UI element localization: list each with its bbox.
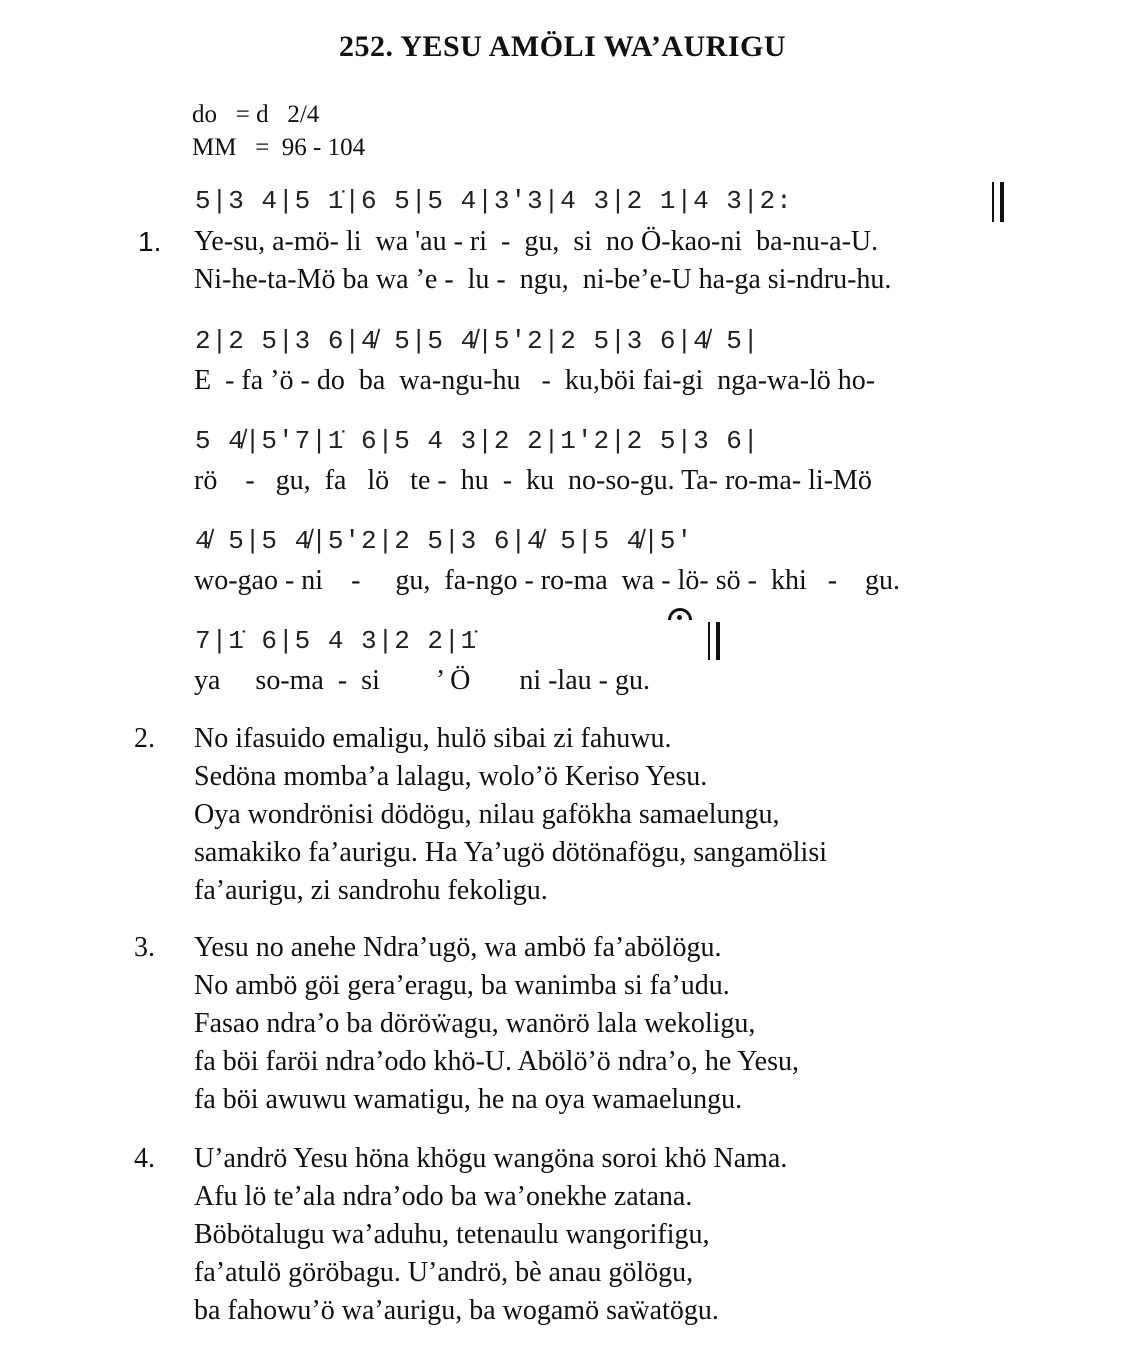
verse-number: 4. [134,1143,155,1174]
lyric-line: E - fa ’ö - do ba wa-ngu-hu - ku,böi fai-gi nga-wa-lö ho- [194,365,876,396]
verse-number: 3. [134,932,155,963]
notation-line-4: 4̸ 5|5 4̸|5'2|2 5|3 6|4̸ 5|5 4̸|5' [195,526,694,556]
notation-line-2: 2|2 5|3 6|4̸ 5|5 4̸|5'2|2 5|3 6|4̸ 5| [195,326,760,356]
lyric-line: ya so-ma - si ’ Ö ni -lau - gu. [194,665,650,696]
fermata-icon [668,608,692,620]
notation-line-1: 5|3 4|5 1̇|6 5|5 4|3'3|4 3|2 1|4 3|2: [195,186,793,216]
notation-line-5: 7|1̇ 6|5 4 3|2 2|1̇ [195,626,478,656]
key-signature: do = d 2/4 [192,101,320,128]
verse-line: fa’aurigu, zi sandrohu fekoligu. [194,875,548,906]
tempo-marking: MM = 96 - 104 [192,134,366,161]
verse-number: 1. [138,226,162,257]
verse-line: ba fahowu’ö wa’aurigu, ba wogamö saẅatögu. [194,1295,719,1326]
verse-line: No ifasuido emaligu, hulö sibai zi fahuwu. [194,723,672,754]
verse-line: Oya wondrönisi dödögu, nilau gafökha samaelungu, [194,799,780,830]
lyric-line: Ni-he-ta-Mö ba wa ’e - lu - ngu, ni-be’e-U ha-ga si-ndru-hu. [194,264,892,295]
verse-number: 2. [134,723,155,754]
verse-line: fa böi awuwu wamatigu, he na oya wamaelungu. [194,1084,743,1115]
notation-line-3: 5 4̸|5'7|1̇ 6|5 4 3|2 2|1'2|2 5|3 6| [195,426,760,456]
verse-line: fa’atulö göröbagu. U’andrö, bè anau gölögu, [194,1257,694,1288]
tempo-key-info [192,98,365,164]
lyric-line: wo-gao - ni - gu, fa-ngo - ro-ma wa - lö- sö - khi - gu. [194,565,901,596]
verse-line: No ambö göi gera’eragu, ba wanimba si fa’udu. [194,970,730,1001]
final-barline-thin [708,622,710,660]
verse-line: fa böi faröi ndra’odo khö-U. Abölö’ö ndra’o, he Yesu, [194,1046,799,1077]
lyric-line: rö - gu, fa lö te - hu - ku no-so-gu. Ta- ro-ma- li-Mö [194,465,872,496]
verse-line: Sedöna momba’a lalagu, wolo’ö Keriso Yesu. [194,761,708,792]
verse-line: Afu lö te’ala ndra’odo ba wa’onekhe zatana. [194,1181,693,1212]
lyric-line: Ye-su, a-mö- li wa 'au - ri - gu, si no Ö-kao-ni ba-nu-a-U. [194,226,879,257]
repeat-barline [1000,182,1004,222]
final-barline [716,622,720,660]
verse-line: Böbötalugu wa’aduhu, tetenaulu wangorifigu, [194,1219,710,1250]
verse-line: Fasao ndra’o ba döröẅagu, wanörö lala wekoligu, [194,1008,756,1039]
repeat-barline-thin [992,182,994,222]
verse-line: U’andrö Yesu höna khögu wangöna soroi khö Nama. [194,1143,788,1174]
verse-line: Yesu no anehe Ndra’ugö, wa ambö fa’abölögu. [194,932,722,963]
verse-line: samakiko fa’aurigu. Ha Ya’ugö dötönafögu, sangamölisi [194,837,827,868]
hymn-title: 252. YESU AMÖLI WA’AURIGU [339,30,786,63]
